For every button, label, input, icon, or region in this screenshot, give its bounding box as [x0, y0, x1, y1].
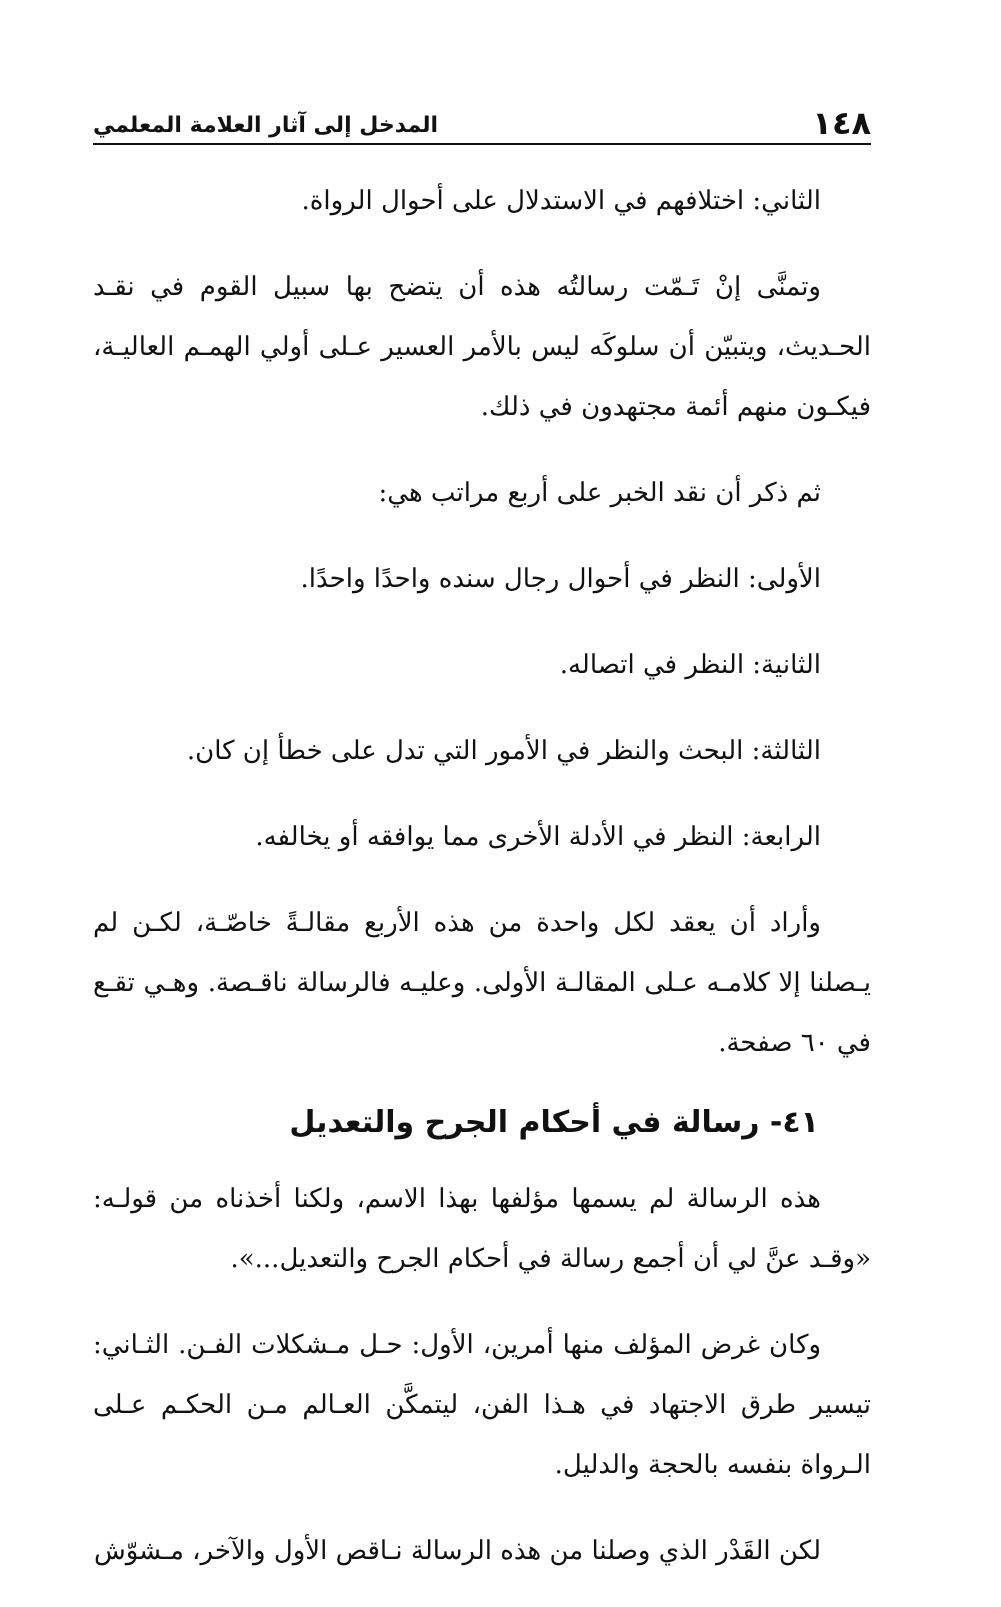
- page-body: [93, 145, 871, 1581]
- book-page: [93, 95, 871, 1607]
- running-title: المدخل إلى آثار العلامة المعلمي: [93, 113, 439, 138]
- paragraph: الثانية: النظر في اتصاله.: [559, 650, 821, 680]
- section-heading: ٤١- رسالة في أحكام الجرح والتعديل: [289, 1105, 819, 1140]
- paragraph: وأراد أن يعقد لكل واحدة من هذه الأربع مقالـةً خاصّـة، لكـن لم يـصلنا إلا كلامـه عـلى المقالـة الأولى. وعليـه فالرسالة ناقـصة. وهـي تقـع في ٦٠ صفحة.: [93, 908, 871, 1058]
- paragraph: وتمنَّى إنْ تَـمّت رسالتُه هذه أن يتضح بها سبيل القوم في نقـد الحـديث، ويتبيّن أن سلوكَه ليس بالأمر العسير عـلى أولي الهمـم العاليـة، فيكـون منهم أئمة مجتهدون في ذلك.: [93, 272, 871, 422]
- paragraph: الثالثة: البحث والنظر في الأمور التي تدل على خطأ إن كان.: [186, 736, 821, 766]
- paragraph: الرابعة: النظر في الأدلة الأخرى مما يوافقه أو يخالفه.: [255, 822, 821, 852]
- running-header: [93, 95, 871, 145]
- paragraph: هذه الرسالة لم يسمها مؤلفها بهذا الاسم، ولكنا أخذناه من قولـه: «وقـد عنَّ لي أن أجمع رسالة في أحكام الجرح والتعديل...».: [93, 1184, 871, 1274]
- page-number: ١٤٨: [812, 104, 871, 142]
- paragraph: وكان غرض المؤلف منها أمرين، الأول: حـل مـشكلات الفـن. الثـاني: تيسير طرق الاجتهاد في هـذا الفن، ليتمكَّن العـالم مـن الحكـم عـلى الـرواة بنفسه بالحجة والدليل.: [93, 1330, 871, 1480]
- paragraph: ثم ذكر أن نقد الخبر على أربع مراتب هي:: [378, 478, 821, 508]
- paragraph: لكن القَدْر الذي وصلنا من هذه الرسالة نـاقص الأول والآخر، مـشوّش: [93, 1536, 821, 1566]
- paragraph: الثاني: اختلافهم في الاستدلال على أحوال الرواة.: [301, 186, 821, 216]
- paragraph: الأولى: النظر في أحوال رجال سنده واحدًا واحدًا.: [300, 564, 821, 594]
